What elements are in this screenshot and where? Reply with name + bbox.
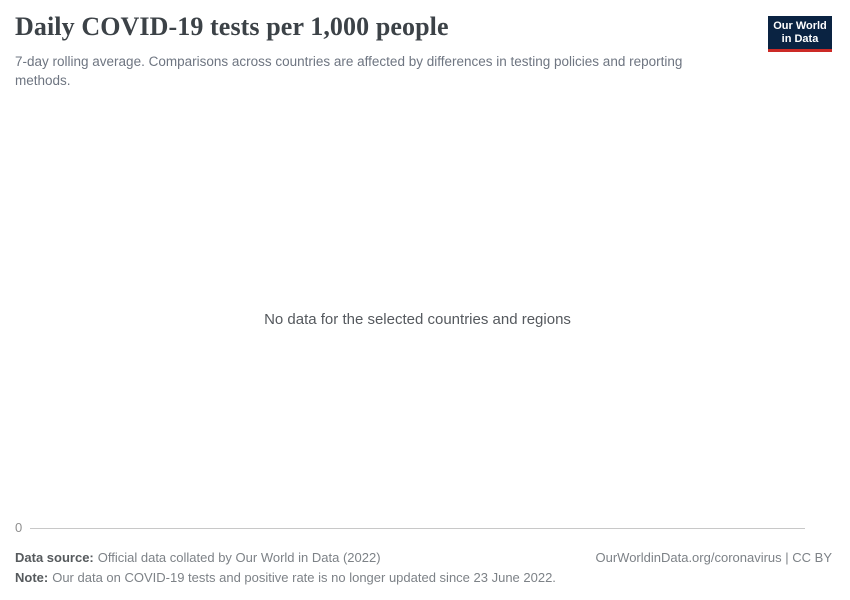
no-data-message: No data for the selected countries and regions <box>264 311 571 328</box>
data-source-label: Data source: <box>15 550 94 565</box>
footer-source-row <box>15 548 832 568</box>
x-axis-baseline <box>30 528 805 529</box>
y-axis-tick-zero: 0 <box>15 520 23 535</box>
attribution-link[interactable]: OurWorldinData.org/coronavirus | CC BY <box>595 550 832 565</box>
note-text: Our data on COVID-19 tests and positive rate is no longer updated since 23 June 2022. <box>52 570 556 585</box>
owid-logo[interactable] <box>768 16 832 52</box>
chart-title: Daily COVID-19 tests per 1,000 people <box>15 12 449 41</box>
footer <box>15 548 832 588</box>
note-line <box>15 568 832 588</box>
data-source-line <box>15 548 381 568</box>
note-label: Note: <box>15 570 49 585</box>
chart-subtitle: 7-day rolling average. Comparisons across countries are affected by differences in testing policies and reporting methods. <box>15 54 683 88</box>
owid-logo-line2: in Data <box>781 32 819 45</box>
data-source-text: Official data collated by Our World in Data (2022) <box>97 550 381 565</box>
owid-logo-line1: Our World <box>773 19 827 32</box>
